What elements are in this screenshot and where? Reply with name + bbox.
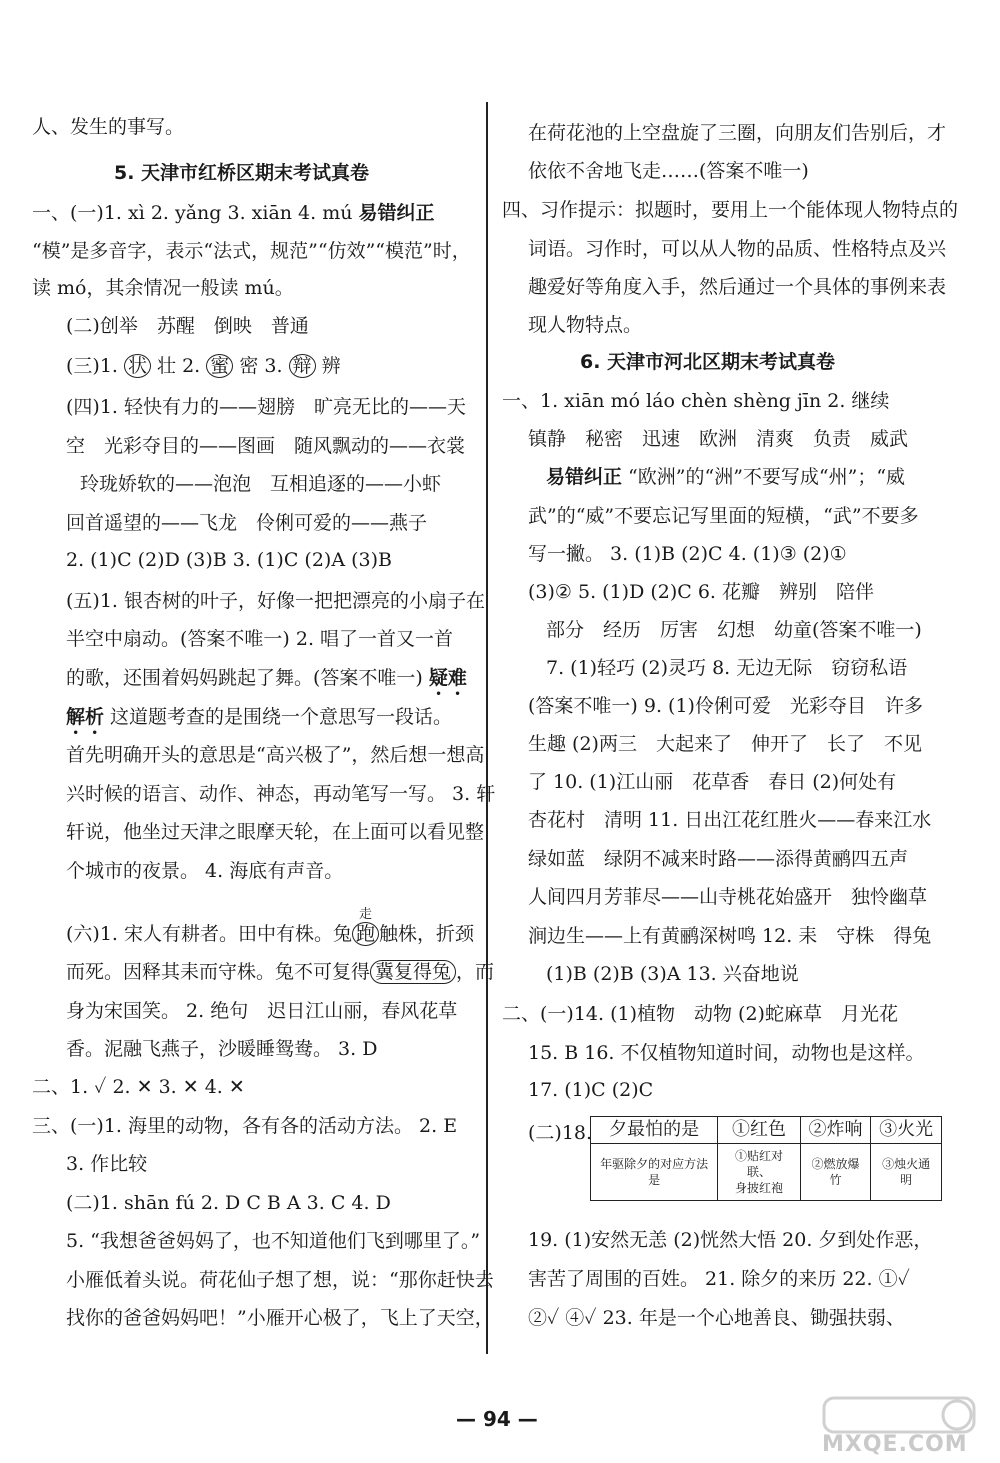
text-line: 回首遥望的——飞龙 伶俐可爱的——燕子 xyxy=(66,512,428,534)
text-line: 害苦了周围的百姓。 21. 除夕的来历 22. ①✓ xyxy=(528,1268,910,1290)
text-line: 生趣 (2)两三 大起来了 伸开了 长了 不见 xyxy=(528,733,922,755)
text-line: (3)② 5. (1)D (2)C 6. 花瓣 辨别 陪伴 xyxy=(528,581,874,603)
text-line: 5. “我想爸爸妈妈了，也不知道他们飞到哪里了。” xyxy=(66,1230,481,1252)
text-line xyxy=(66,666,467,700)
text-line: 四、习作提示：拟题时，要用上一个能体现人物特点的 xyxy=(502,199,959,221)
table-cell: 年驱除夕的对应方法是 xyxy=(591,1144,718,1201)
column-divider xyxy=(486,102,488,1354)
answer-text: 辨 xyxy=(315,355,341,377)
answer-text: 。兔不可复得 xyxy=(256,961,371,983)
text-line: 个城市的夜景。 4. 海底有声音。 xyxy=(66,860,344,882)
text-line: 写一撇。 3. (1)B (2)C 4. (1)③ (2)① xyxy=(528,543,847,565)
answer-text: (三)1. xyxy=(66,355,124,377)
table-cell: ③火光 xyxy=(871,1117,942,1144)
text-line: 兴时候的语言、动作、神态，再动笔写一写。 3. 轩 xyxy=(66,783,496,805)
answer-text: “欧洲”的“洲”不要写成“州”；“威 xyxy=(622,466,906,488)
text-line: 现人物特点。 xyxy=(528,314,643,336)
text-line: 绿如蓝 绿阴不减来时路——添得黄鹂四五声 xyxy=(528,848,909,870)
text-line: 在荷花池的上空盘旋了三圈，向朋友们告别后，才 xyxy=(528,122,947,144)
error-note-label: 易错纠正 xyxy=(546,466,623,488)
text-line: 半空中扇动。(答案不唯一) 2. 唱了一首又一首 xyxy=(66,628,454,650)
text-line: (二)1. shān fú 2. D C B A 3. C 4. D xyxy=(66,1192,391,1214)
text-line: (四)1. 轻快有力的——翅膀 旷亮无比的——天 xyxy=(66,396,466,418)
text-line: 读 mó，其余情况一般读 mú。 xyxy=(32,277,294,299)
text-line: 武”的“威”不要忘记写里面的短横，“武”不要多 xyxy=(528,505,919,527)
text-line: 人、发生的事写。 xyxy=(32,116,185,138)
answer-text: 的歌，还围着妈妈跳起了舞。(答案不唯一) xyxy=(66,667,429,689)
table-cell xyxy=(718,1144,800,1201)
text-line: 身为宋国笑。 2. 绝句 迟日江山丽，春风花草 xyxy=(66,1000,458,1022)
circled-char: 辩 xyxy=(289,354,316,378)
text-line: 一、1. xiān mó láo chèn shèng jīn 2. 继续 xyxy=(502,390,890,412)
text-line: 部分 经历 厉害 幻想 幼童(答案不唯一) xyxy=(546,619,922,641)
text-line: 涧边生——上有黄鹂深树鸣 12. 耒 守株 得兔 xyxy=(528,925,932,947)
answer-text: 触株，折颈 xyxy=(379,923,475,945)
text-line: 2. (1)C (2)D (3)B 3. (1)C (2)A (3)B xyxy=(66,549,392,571)
text-line: (二)创举 苏醒 倒映 普通 xyxy=(66,315,309,337)
cell-text: 身披红袍 xyxy=(734,1181,783,1195)
analysis-label: 疑难 xyxy=(428,667,467,689)
text-line: 17. (1)C (2)C xyxy=(528,1079,654,1101)
text-line: 首先明确开头的意思是“高兴极了”，然后想一想高 xyxy=(66,744,485,766)
text-line: (1)B (2)B (3)A 13. 兴奋地说 xyxy=(546,963,799,985)
table-cell: 夕最怕的是 xyxy=(591,1117,718,1144)
answer-text: ，而 xyxy=(456,961,495,983)
answer-text: (六)1. 宋人有耕者。田中有株。兔 xyxy=(66,923,352,945)
text-line xyxy=(66,354,341,378)
text-line: 找你的爸爸妈妈吧！”小雁开心极了，飞上了天空， xyxy=(66,1307,494,1329)
text-line: 空 光彩夺目的——图画 随风飘动的——衣裳 xyxy=(66,435,466,457)
text-line: 香。泥融飞燕子，沙暖睡鸳鸯。 3. D xyxy=(66,1038,378,1060)
text-line: (二)18. xyxy=(528,1122,593,1144)
text-line: 轩说，他坐过天津之眼摩天轮，在上面可以看见整 xyxy=(66,821,485,843)
answer-text: 而死。因释其耒而守株 xyxy=(66,961,257,983)
page-number: — 94 — xyxy=(456,1407,538,1431)
table-cell: ③烛火通明 xyxy=(871,1144,942,1201)
text-line: 依依不舍地飞走……(答案不唯一) xyxy=(528,160,809,182)
text-line: 二、1. ✓ 2. ✕ 3. ✕ 4. ✕ xyxy=(32,1076,245,1098)
text-line: 小雁低着头说。荷花仙子想了想，说：“那你赶快去 xyxy=(66,1269,494,1291)
section-heading: 6. 天津市河北区期末考试真卷 xyxy=(580,351,836,373)
cell-text: ①贴红对联、 xyxy=(734,1149,783,1179)
text-line xyxy=(66,960,494,984)
text-line: 7. (1)轻巧 (2)灵巧 8. 无边无际 窃窃私语 xyxy=(546,657,908,679)
text-line: (答案不唯一) 9. (1)伶俐可爱 光彩夺目 许多 xyxy=(528,695,923,717)
text-line: 词语。习作时，可以从人物的品质、性格特点及兴 xyxy=(528,238,947,260)
analysis-label: 解析 xyxy=(66,706,105,728)
section-heading: 5. 天津市红桥区期末考试真卷 xyxy=(114,162,370,184)
watermark xyxy=(822,1396,990,1456)
text-line: 三、(一)1. 海里的动物，各有各的活动方法。 2. E xyxy=(32,1115,458,1137)
table-cell: ②炸响 xyxy=(800,1117,871,1144)
correction-mark xyxy=(352,907,379,945)
text-line xyxy=(66,907,475,946)
correction-text: 走 xyxy=(358,907,373,922)
circled-char: 状 xyxy=(124,354,151,378)
table-cell: ①红色 xyxy=(718,1117,800,1144)
answer-text: 一、(一)1. xì 2. yǎng 3. xiān 4. mú xyxy=(32,202,359,224)
error-note-label: 易错纠正 xyxy=(358,202,435,224)
text-line: 19. (1)安然无恙 (2)恍然大悟 20. 夕到处作恶， xyxy=(528,1229,933,1251)
watermark-text: MXQE.COM xyxy=(822,1432,968,1457)
text-line xyxy=(546,465,905,489)
text-line: 趣爱好等角度入手，然后通过一个具体的事例来表 xyxy=(528,276,947,298)
text-line: 二、(一)14. (1)植物 动物 (2)蛇麻草 月光花 xyxy=(502,1003,898,1025)
text-line: 3. 作比较 xyxy=(66,1153,148,1175)
circled-char: 跑 xyxy=(352,922,379,946)
text-line: 玲珑娇软的——泡泡 互相追逐的——小虾 xyxy=(80,473,442,495)
watermark-logo-icon xyxy=(822,1396,990,1436)
text-line: 杏花村 清明 11. 日出江花红胜火——春来江水 xyxy=(528,809,932,831)
text-line: 人间四月芳菲尽——山寺桃花始盛开 独怜幽草 xyxy=(528,886,928,908)
circled-phrase: 冀复得兔 xyxy=(370,960,456,984)
answer-text: 密 3. xyxy=(233,355,289,377)
text-line: 镇静 秘密 迅速 欧洲 清爽 负责 威武 xyxy=(528,428,909,450)
answer-table-18 xyxy=(590,1116,942,1201)
text-line: ②✓ ④✓ 23. 年是一个心地善良、锄强扶弱、 xyxy=(528,1307,905,1329)
circled-char: 蜜 xyxy=(206,354,233,378)
answer-text: 这道题考查的是围绕一个意思写一段话。 xyxy=(104,706,453,728)
text-line: 了 10. (1)江山丽 花草香 春日 (2)何处有 xyxy=(528,771,897,793)
text-line: 15. B 16. 不仅植物知道时间，动物也是这样。 xyxy=(528,1042,925,1064)
text-line: (五)1. 银杏树的叶子，好像一把把漂亮的小扇子在 xyxy=(66,590,485,612)
table-row xyxy=(591,1144,942,1201)
text-line xyxy=(32,201,435,225)
answer-text: 壮 2. xyxy=(151,355,207,377)
table-row xyxy=(591,1117,942,1144)
table-cell: ②燃放爆竹 xyxy=(800,1144,871,1201)
text-line xyxy=(66,705,452,739)
text-line: “模”是多音字，表示“法式，规范”“仿效”“模范”时， xyxy=(32,240,471,262)
